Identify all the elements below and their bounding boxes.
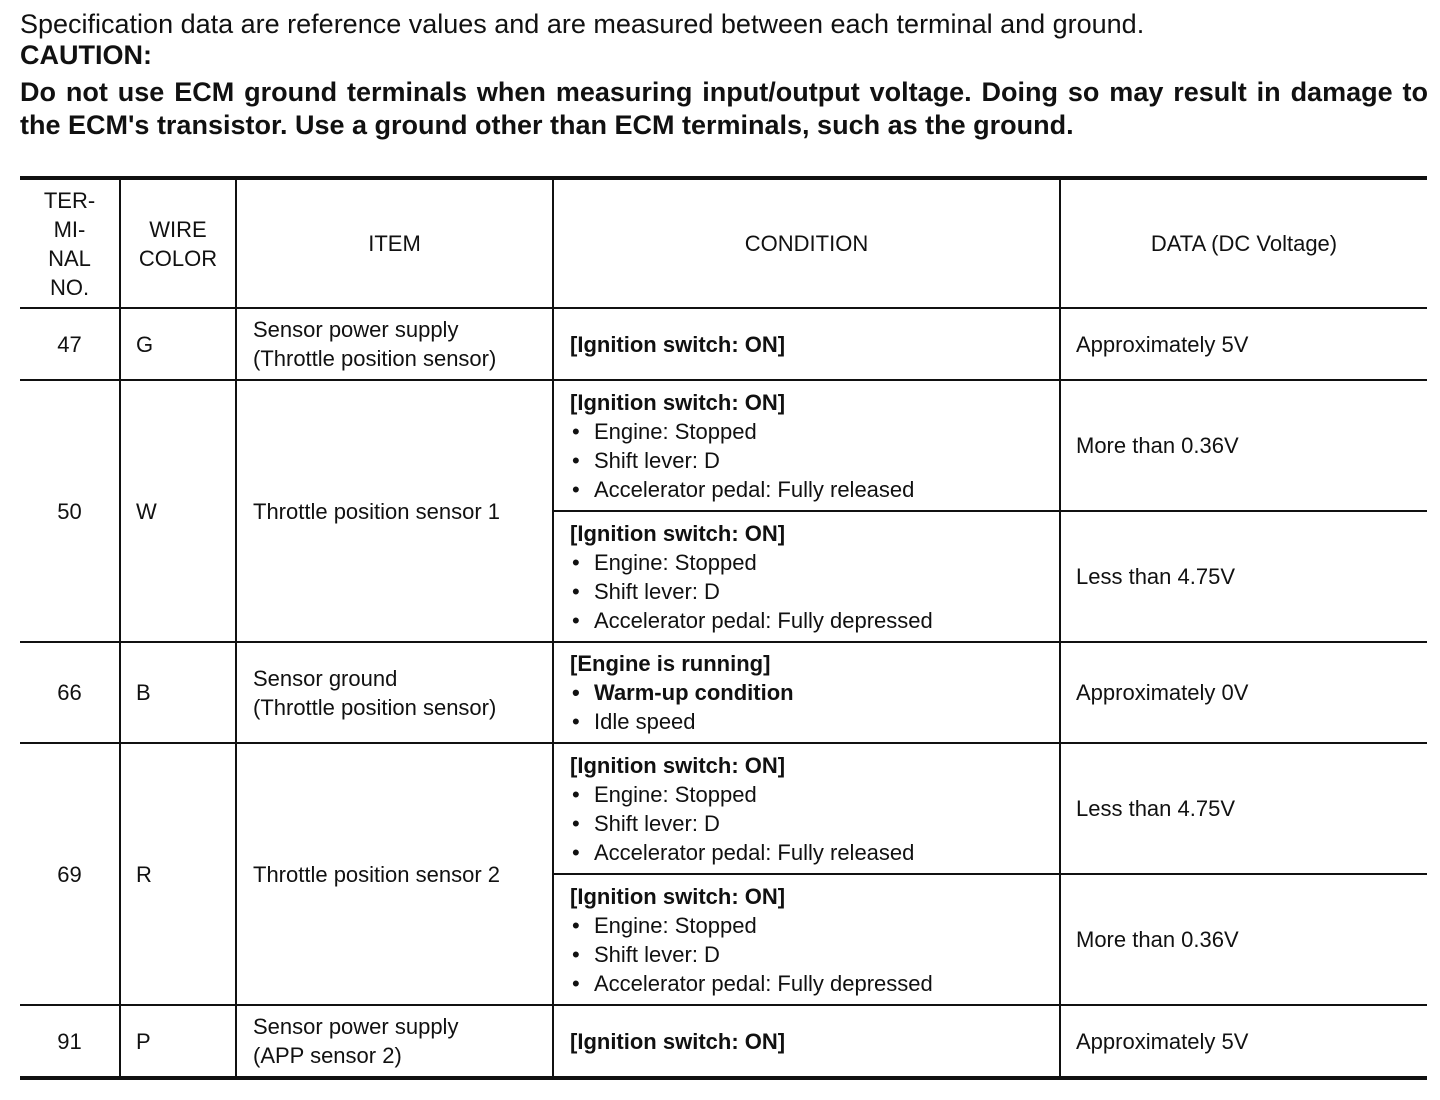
condition-cell xyxy=(553,743,1060,874)
condition-cell xyxy=(553,642,1060,743)
bullet-icon: • xyxy=(572,970,580,996)
condition-cell xyxy=(553,511,1060,642)
bullet-icon: • xyxy=(572,839,580,865)
condition-heading: [Ignition switch: ON] xyxy=(570,752,786,778)
item-line: Throttle position sensor 2 xyxy=(253,861,501,887)
wire-color: P xyxy=(120,1005,236,1078)
data-value: More than 0.36V xyxy=(1060,380,1427,511)
item-line: (APP sensor 2) xyxy=(253,1043,402,1068)
list-item: • Shift lever: D xyxy=(572,810,720,836)
list-item: • Idle speed xyxy=(572,709,696,734)
item-line: Sensor ground xyxy=(253,665,398,691)
terminal-number: 66 xyxy=(20,642,120,743)
condition-cell xyxy=(553,1005,1060,1078)
condition-heading: [Ignition switch: ON] xyxy=(570,883,786,909)
condition-list xyxy=(570,417,1059,504)
condition-list xyxy=(570,780,1059,867)
data-value: Less than 4.75V xyxy=(1060,511,1427,642)
table-row xyxy=(20,743,1427,874)
item-line: Sensor power supply xyxy=(253,1014,459,1039)
list-item: • Accelerator pedal: Fully depressed xyxy=(572,970,933,996)
wire-color: B xyxy=(120,642,236,743)
header-data: DATA (DC Voltage) xyxy=(1060,178,1427,308)
bullet-icon: • xyxy=(572,607,580,633)
item-cell xyxy=(236,1005,553,1078)
table-row xyxy=(20,380,1427,511)
data-value: Approximately 5V xyxy=(1060,308,1427,380)
bullet-icon: • xyxy=(572,476,580,502)
header-item: ITEM xyxy=(236,178,553,308)
bullet-icon: • xyxy=(572,781,580,807)
condition-heading: [Ignition switch: ON] xyxy=(570,520,786,546)
table-row xyxy=(20,642,1427,743)
table-row xyxy=(20,308,1427,380)
header-terminal-no: TER-MI-NAL NO. xyxy=(20,178,120,308)
item-line: Throttle position sensor 1 xyxy=(253,498,501,524)
terminal-number: 91 xyxy=(20,1005,120,1078)
condition-cell xyxy=(553,874,1060,1005)
condition-cell xyxy=(553,308,1060,380)
condition-list xyxy=(570,548,1059,635)
bullet-icon: • xyxy=(572,709,580,734)
list-item: • Engine: Stopped xyxy=(572,912,757,938)
list-item: • Accelerator pedal: Fully released xyxy=(572,476,915,502)
data-value: Approximately 5V xyxy=(1060,1005,1427,1078)
list-item: • Engine: Stopped xyxy=(572,418,757,444)
item-cell xyxy=(236,642,553,743)
condition-cell xyxy=(553,380,1060,511)
header-wire-color: WIRE COLOR xyxy=(120,178,236,308)
data-value: Approximately 0V xyxy=(1060,642,1427,743)
bullet-icon: • xyxy=(572,447,580,473)
item-line: Sensor power supply xyxy=(253,317,459,342)
condition-heading: [Engine is running] xyxy=(570,651,771,676)
ecm-terminal-table xyxy=(20,176,1427,1080)
terminal-number: 50 xyxy=(20,380,120,642)
item-line: (Throttle position sensor) xyxy=(253,694,497,720)
table-header-row xyxy=(20,178,1427,308)
bullet-icon: • xyxy=(572,680,580,705)
list-item: • Engine: Stopped xyxy=(572,549,757,575)
data-value: More than 0.36V xyxy=(1060,874,1427,1005)
header-condition: CONDITION xyxy=(553,178,1060,308)
condition-heading: [Ignition switch: ON] xyxy=(570,331,786,357)
terminal-number: 69 xyxy=(20,743,120,1005)
list-item: • Warm-up condition xyxy=(572,680,794,705)
caution-heading: CAUTION: xyxy=(20,40,152,70)
item-cell xyxy=(236,380,553,642)
bullet-icon: • xyxy=(572,941,580,967)
condition-list xyxy=(570,678,1059,736)
wire-color: R xyxy=(120,743,236,1005)
bullet-icon: • xyxy=(572,912,580,938)
list-item: • Shift lever: D xyxy=(572,578,720,604)
list-item: • Shift lever: D xyxy=(572,941,720,967)
list-item: • Engine: Stopped xyxy=(572,781,757,807)
intro-section xyxy=(20,8,1428,142)
terminal-number: 47 xyxy=(20,308,120,380)
list-item: • Accelerator pedal: Fully released xyxy=(572,839,915,865)
spec-note: Specification data are reference values and are measured between each terminal and ground. xyxy=(20,9,1145,39)
bullet-icon: • xyxy=(572,578,580,604)
bullet-icon: • xyxy=(572,810,580,836)
list-item: • Shift lever: D xyxy=(572,447,720,473)
bullet-icon: • xyxy=(572,549,580,575)
condition-list xyxy=(570,911,1059,998)
bullet-icon: • xyxy=(572,418,580,444)
list-item: • Accelerator pedal: Fully depressed xyxy=(572,607,933,633)
wire-color: W xyxy=(120,380,236,642)
data-value: Less than 4.75V xyxy=(1060,743,1427,874)
wire-color: G xyxy=(120,308,236,380)
condition-heading: [Ignition switch: ON] xyxy=(570,1028,786,1054)
item-cell xyxy=(236,743,553,1005)
condition-heading: [Ignition switch: ON] xyxy=(570,389,786,415)
item-line: (Throttle position sensor) xyxy=(253,346,497,371)
table-row xyxy=(20,1005,1427,1078)
caution-text: Do not use ECM ground terminals when measuring input/output voltage. Doing so may result in damage to the ECM's transistor. Use a ground other than ECM terminals, such as the ground. xyxy=(20,77,1428,140)
item-cell xyxy=(236,308,553,380)
